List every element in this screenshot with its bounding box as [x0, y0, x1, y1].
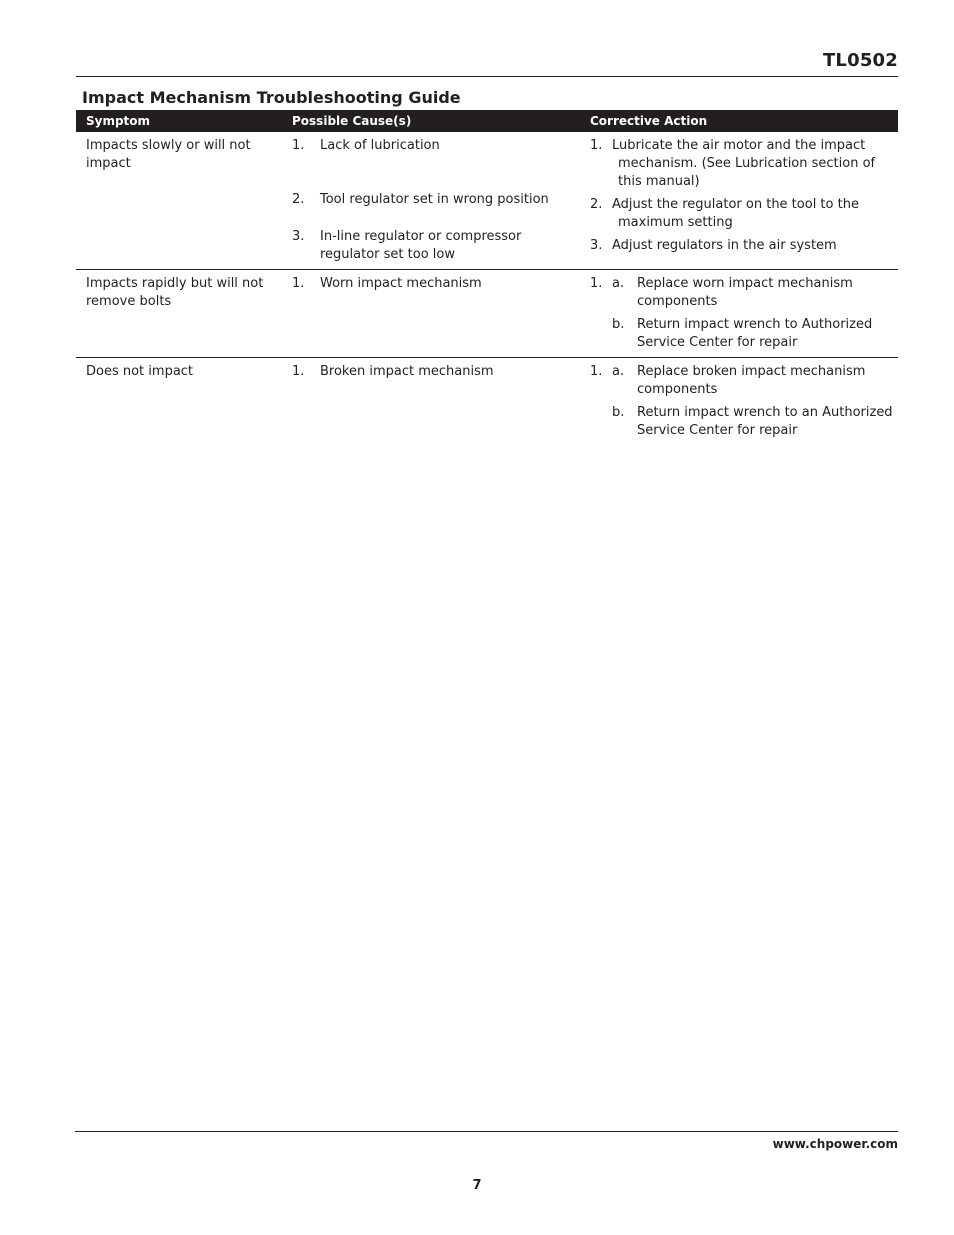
table-row — [76, 270, 898, 358]
actions-cell — [578, 270, 898, 357]
cause-item: 1. Lack of lubrication — [292, 138, 440, 153]
page-number: 7 — [472, 1178, 482, 1193]
troubleshooting-table — [76, 110, 898, 445]
causes-cell — [282, 358, 578, 445]
footer-divider — [75, 1131, 898, 1132]
column-header-causes: Possible Cause(s) — [292, 114, 412, 128]
symptom-cell: Impacts slowly or will not impact — [86, 138, 251, 171]
action-item: b. Return impact wrench to an Authorized Service Center for repair — [612, 405, 893, 438]
section-title: Impact Mechanism Troubleshooting Guide — [82, 88, 461, 107]
table-row — [76, 358, 898, 445]
table-header — [76, 110, 898, 132]
action-item: b. Return impact wrench to Authorized Service Center for repair — [612, 317, 873, 350]
table-row — [76, 132, 898, 270]
symptom-cell: Does not impact — [86, 364, 194, 379]
header-divider — [76, 76, 898, 77]
cause-item: 2. Tool regulator set in wrong position — [292, 192, 549, 207]
actions-cell — [578, 132, 898, 269]
website-url: www.chpower.com — [772, 1137, 898, 1151]
model-number: TL0502 — [822, 50, 898, 71]
causes-cell — [282, 132, 578, 269]
action-item: 1. a. Replace broken impact mechanism components — [590, 364, 866, 397]
action-item: 1. a. Replace worn impact mechanism components — [590, 276, 853, 309]
cause-item: 1. Worn impact mechanism — [292, 276, 482, 291]
symptom-cell: Impacts rapidly but will not remove bolts — [86, 276, 264, 309]
action-item: 2. Adjust the regulator on the tool to the maximum setting — [590, 197, 859, 230]
cause-item: 3. In-line regulator or compressor regulator set too low — [292, 229, 522, 262]
action-item: 1. Lubricate the air motor and the impact mechanism. (See Lubrication section of this manual) — [590, 138, 876, 189]
action-item: 3. Adjust regulators in the air system — [590, 238, 837, 253]
actions-cell — [578, 358, 898, 445]
causes-cell — [282, 270, 578, 357]
column-header-symptom: Symptom — [86, 114, 151, 128]
cause-item: 1. Broken impact mechanism — [292, 364, 494, 379]
column-header-action: Corrective Action — [590, 114, 708, 128]
